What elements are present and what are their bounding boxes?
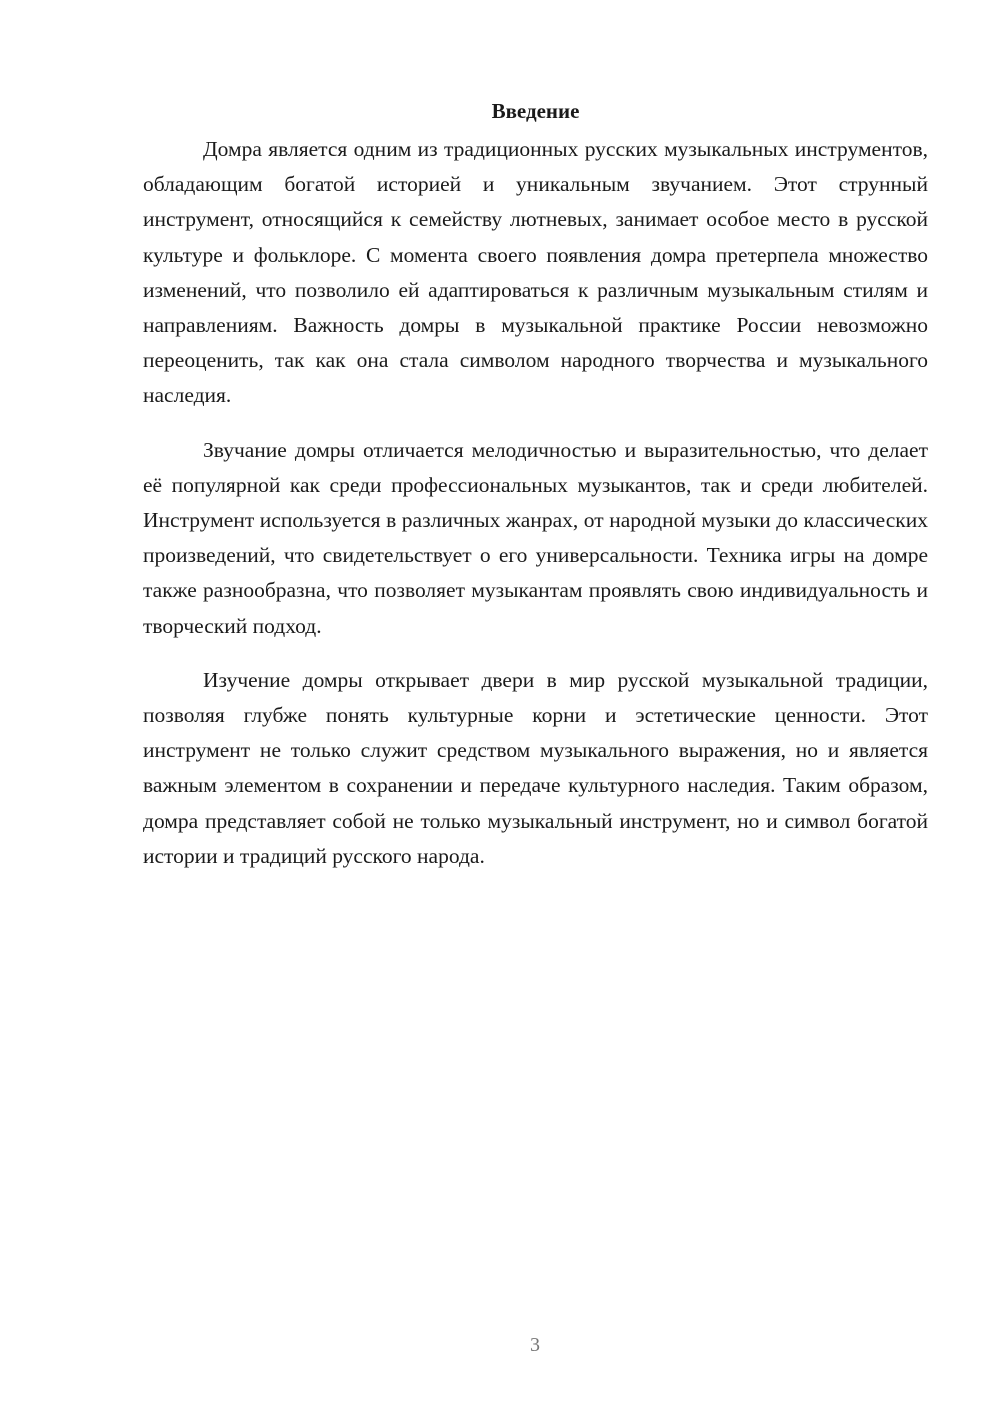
paragraph-3: Изучение домры открывает двери в мир русской музыкальной традиции, позволяя глубже понять культурные корни и эстетические ценности. Этот инструмент не только служит средством музыкального выражения, но и является важным элементом в сохранении и передаче культурного наследия. Таким образом, домра представляет собой не только музыкальный инструмент, но и символ богатой истории и традиций русского народа. [143,667,928,868]
page-number: 3 [530,1334,540,1356]
page-body [143,96,928,893]
paragraph-1: Домра является одним из традиционных русских музыкальных инструментов, обладающим богатой историей и уникальным звучанием. Этот струнный инструмент, относящийся к семейству лютневых, занимает особое место в русской культуре и фольклоре. С момента своего появления домра претерпела множество изменений, что позволило ей адаптироваться к различным музыкальным стилям и направлениям. Важность домры в музыкальной практике России невозможно переоценить, так как она стала символом народного творчества и музыкального наследия. [143,137,928,408]
section-heading: Введение [491,99,580,123]
paragraph-2: Звучание домры отличается мелодичностью и выразительностью, что делает её популярной как среди профессиональных музыкантов, так и среди любителей. Инструмент используется в различных жанрах, от народной музыки до классических произведений, что свидетельствует о его универсальности. Техника игры на домре также разнообразна, что позволяет музыкантам проявлять свою индивидуальность и творческий подход. [143,437,928,638]
